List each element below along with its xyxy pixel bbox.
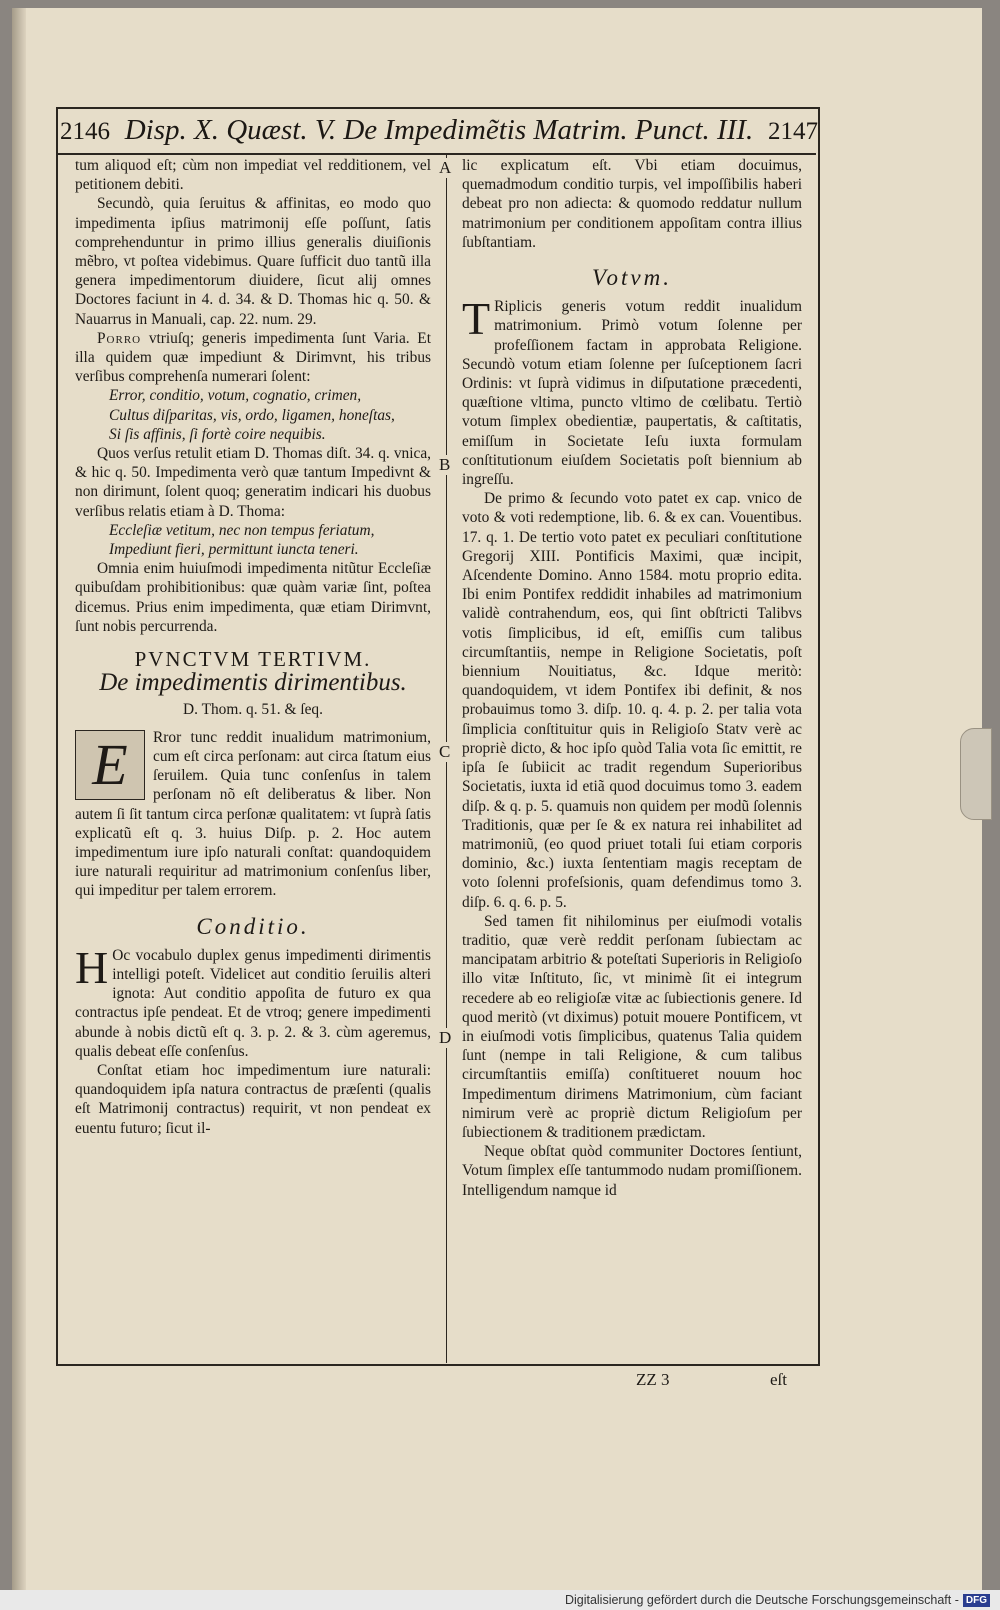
catchword: eſt: [770, 1370, 787, 1389]
paragraph-lead: Porro: [97, 329, 142, 347]
dfg-logo: DFG: [963, 1594, 990, 1607]
paragraph: Omnia enim huiuſmodi impedimenta nitũtur Eccleſiæ quibuſdam prohibitionibus: quæ quàm variæ ſint, poſtea dicemus. Prius enim impedimenta, quæ etiam Dirimvnt, ſunt nobis percurrenda.: [75, 560, 431, 635]
left-column: [75, 156, 431, 1138]
margin-letter-b: B: [439, 455, 451, 474]
right-column: [462, 156, 802, 1200]
paragraph: Quos verſus retulit etiam D. Thomas diſt. 34. q. vnica, & hic q. 50. Impedimenta verò quæ tantum Impedivnt & non dirimunt, ſolent quoq; generatim indicari his duobus verſibus relatis etiam à D. Thoma:: [75, 445, 431, 520]
verse-block: [75, 521, 431, 559]
paragraph: Secundò, quia ſeruitus & affinitas, eo modo quo impedimenta ipſius matrimonij eſſe poſſunt, ſatis comprehenduntur in primo illius generalis diuiſionis mẽbro, vt poſtea videbimus. Quare ſufficit duo tantũ illa genera impedimentorum diuidere, ſicut alij omnes Doctores faciunt in 4. d. 34. & D. Thomas hic q. 50. & Nauarrus in Manuali, cap. 22. num. 29.: [75, 195, 431, 328]
page-edge-shadow: [12, 8, 26, 1590]
verse-line: Impediunt fieri, permittunt iuncta teneri.: [109, 541, 359, 559]
running-title: Disp. X. Quæst. V. De Impedimẽtis Matrim. Punct. III.: [124, 114, 754, 146]
paragraph: tum aliquod eſt; cùm non impediat vel redditionem, vel petitionem debiti.: [75, 157, 431, 194]
verse-line: Eccleſiæ vetitum, nec non tempus feriatum,: [109, 521, 375, 539]
section-title: Votvm.: [592, 265, 672, 291]
paragraph: Neque obſtat quòd communiter Doctores ſentiunt, Votum ſimplex eſſe tantummodo nudam promiſſionem. Intelligendum namque id: [462, 1143, 802, 1199]
left-page-number: 2146: [60, 118, 110, 145]
margin-letter-d: D: [439, 1028, 452, 1047]
right-page-number: 2147: [768, 118, 818, 145]
paragraph: lic explicatum eſt. Vbi etiam docuimus, quemadmodum conditio turpis, vel impoſſibilis haberi debeat pro non adiecta: & quomodo reddatur nullum matrimonium per conditionem appoſitam contra illius ſubſtantiam.: [462, 157, 802, 251]
header-rule: [58, 153, 816, 155]
paragraph-text: vtriuſq; generis impedimenta ſunt Varia. Et illa quidem quæ impediunt & Dirimvnt, his tribus verſibus comprehenſa numerari ſolent:: [75, 329, 431, 386]
paragraph: Conſtat etiam hoc impedimentum iure naturali: quandoquidem ipſa natura contractus de præſenti (qualis eſt Matrimonij contractus) requirit, vt non pendeat ex euentu futuro; ſicut il-: [75, 1061, 431, 1137]
large-initial: T: [462, 293, 491, 345]
paragraph: De primo & ſecundo voto patet ex cap. vnico de voto & voti redemptione, lib. 6. & ex can. Vouentibus. 17. q. 1. De tertio voto patet ex peculiari conſtitutione Gregorij XIII. Pontificis Maximi, quæ incipit, Aſcendente Domino. Anno 1584. motu proprio edita. Ibi enim Pontifex reddidit inhabiles ad matrimonium validè contrahendum, eos, qui ſint obſtricti Talibvs votis ſimplicibus, id eſt, emiſſis cum talibus circumſtantiis, nempe in Religione Societatis, poſt biennium Nouitiatus, &c. Idque meritò: quandoquidem, vt idem Pontifex ibi definit, & nos probauimus tomo 3. diſp. 10. q. 4. p. 2. per talia vota ſimplicia conſtituitur quis in Religioſo Statv verè ac propriè dicto, & hoc ipſo quòd Talia vota ſic emittit, re ipſa ſe ſubiicit ac tradit regendum Superioribus Societatis, iuxta id etiã quod docuimus tomo 3. eadem diſp. & q. p. 5. quamuis non quidem per modũ ſolennis Traditionis, quæ per ſe & ex natura rei inhabilitet ad matrimoniũ, (eo quod priuet totali ſui etiam corporis dominio, &c.) iuxta ſententiam magis receptam de voto ſolenni profeſsionis, quam defendimus tomo 3. diſp. 6. q. 6. p. 5.: [462, 490, 802, 911]
section-subheading: De impedimentis dirimentibus.: [99, 669, 407, 697]
paragraph-text: Rror tunc reddit inualidum matrimonium, cum eſt circa perſonam: aut circa ſtatum eius ſeruilem. Quia tunc conſenſus in talem perſonam nõ eſt deliberatus & liber. Non autem ſi ſit tantum circa perſonæ qualitatem: vt ſuprà ſatis explicatũ eſt q. 3. huius Diſp. p. 2. Hoc autem impedimentum iure ipſo naturali conſtat: quandoquidem iure naturali requiritur ad matrimonium conſenſus liber, qui impeditur per talem errorem.: [75, 728, 431, 900]
paragraph-text: Riplicis generis votum reddit inualidum matrimonium. Primò votum ſolenne per profeſſionem factam in approbata Religione. Secundò votum etiam ſolenne per ſuſceptionem ſacri Ordinis: vt ſuprà vidimus in diſputatione præcedenti, quæſtione vltima, puncto vltimo de cœlibatu. Tertiò votum ſimplex obedientiæ, paupertatis, & caſtitatis, emiſſum in Societate Ieſu iuxta formulam conſtitutionum eiuſdem Societatis poſt biennium ab ingreſſu.: [462, 298, 802, 489]
digitization-footer: [0, 1590, 1000, 1610]
verse-line: Error, conditio, votum, cognatio, crimen,: [109, 387, 362, 405]
signature-mark: ZZ 3: [636, 1370, 670, 1389]
section-reference: D. Thom. q. 51. & ſeq.: [183, 701, 323, 719]
section-title: Conditio.: [196, 913, 310, 939]
verse-line: Si ſis affinis, ſi fortè coire nequibis.: [109, 425, 326, 443]
running-header: [60, 114, 818, 152]
margin-letter-a: A: [439, 158, 452, 177]
paragraph: [75, 941, 431, 1061]
paragraph: [462, 293, 802, 489]
decorated-initial: E: [75, 730, 145, 800]
paragraph: [75, 329, 431, 387]
verse-line: Cultus diſparitas, vis, ordo, ligamen, honeſtas,: [109, 406, 395, 424]
page-clip: [960, 728, 992, 820]
footer-text: Digitalisierung gefördert durch die Deutsche Forschungsgemeinschaft -: [564, 1593, 959, 1607]
paragraph: Sed tamen fit nihilominus per eiuſmodi votalis traditio, quæ verè reddit perſonam ſubiectam ac mancipatam arbitrio & poteſtati Superioris in Religioſo illo vitæ Inſtituto, ſic, vt minimè ſit ei integrum recedere ab eo religioſæ vitæ ac ſubiectionis genere. Id quod meritò (vt diximus) potuit mouere Pontificem, vt in eiuſmodi votis ſimplicibus, quatenus Talia quidem ſunt (nempe in tali Religione, & cum talibus circumſtantiis emiſſa) conſtitueret nouum hoc Impedimentum dirimens Matrimonium, cùm faciant nimirum verè ac propriè dictum Religioſum per ſubiectionem & traditionem prædictam.: [462, 912, 802, 1141]
paragraph: [75, 728, 431, 901]
section-heading: PVNCTVM TERTIVM.: [134, 647, 372, 672]
paragraph-text: Oc vocabulo duplex genus impedimenti dirimentis intelligi poteſt. Videlicet aut conditio ſeruilis alteri ignota: Aut conditio appoſita de futuro ex qua contractus ipſe pendeat. Et de vtroq; genere impedimenti abunde à nobis dictũ eſt q. 3. p. 2. & 3. cùm ageremus, qualis debeat eſſe conſenſus.: [75, 946, 431, 1060]
verse-block: [75, 386, 431, 444]
large-initial: H: [75, 941, 109, 993]
margin-letter-c: C: [439, 742, 451, 761]
